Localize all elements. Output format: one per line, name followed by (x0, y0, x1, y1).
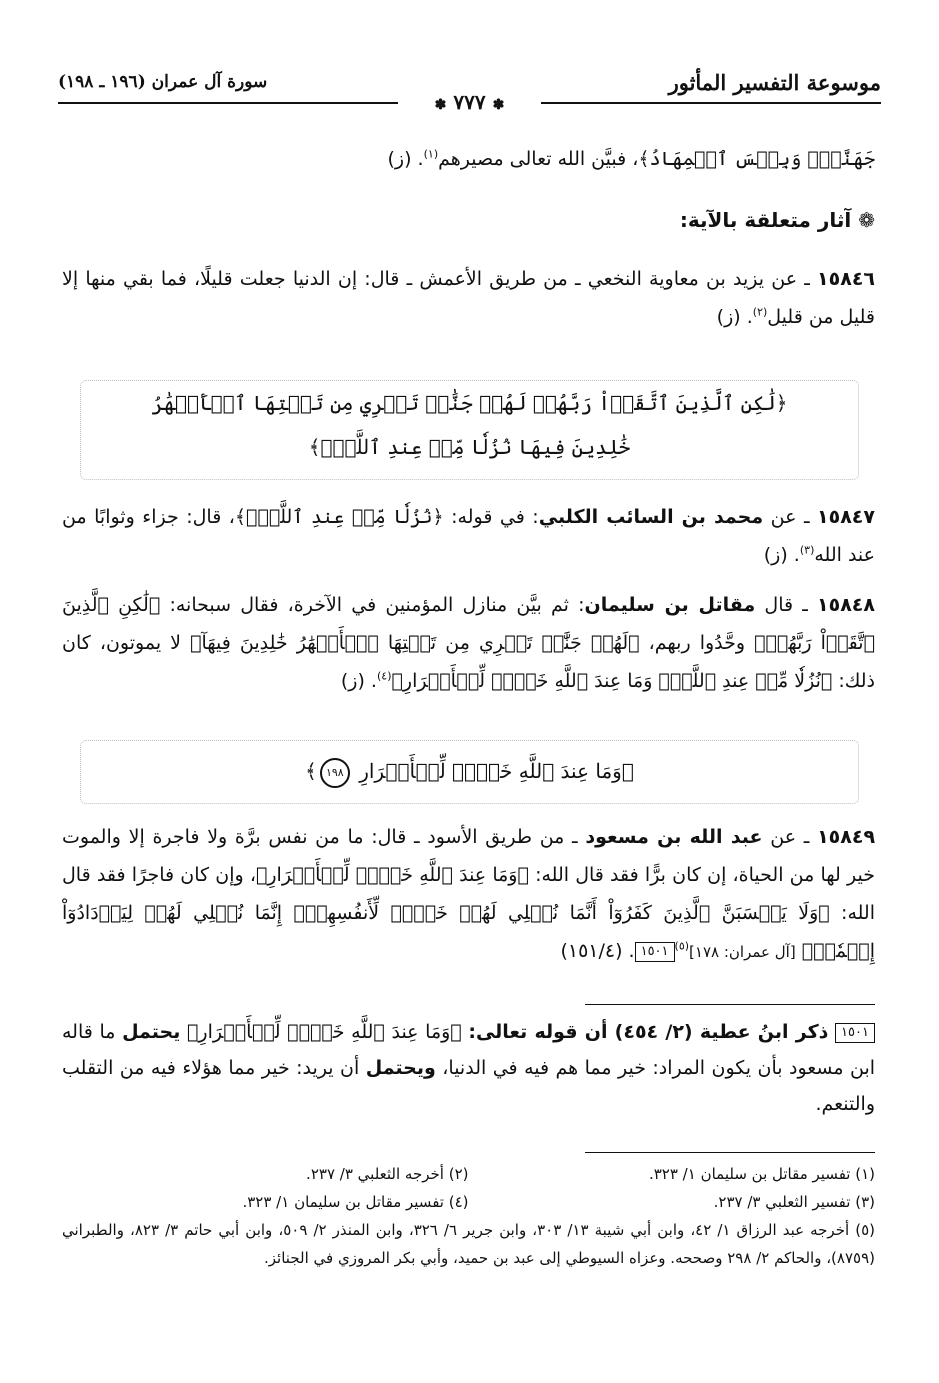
verse-line: ﴿وَمَا عِندَ ٱللَّهِ خَيۡرٞ لِّلۡأَبۡرَارِ (359, 759, 634, 783)
verse-reference: [آل عمران: ١٧٨] (689, 943, 796, 961)
page-number-block (58, 90, 881, 114)
athar-number: ١٥٨٤٨ (817, 594, 875, 616)
quran-text: ﴿نُزُلٗا مِّنۡ عِندِ ٱللَّهِۗ﴾ (234, 506, 444, 528)
verse-close: ﴾ (305, 759, 317, 783)
footnote-3: (٣) تفسير الثعلبي ٣/ ٢٣٧. (713, 1193, 875, 1211)
verse-line: خَٰلِدِينَ فِيهَا نُزُلٗا مِّنۡ عِندِ ٱللَّهِۗ﴾ (308, 435, 631, 459)
footnote-ref[interactable]: (١) (423, 147, 439, 161)
book-title: موسوعة التفسير المأثور (668, 70, 881, 95)
athar-number: ١٥٨٤٩ (817, 826, 876, 848)
footnote-5: (٥) أخرجه عبد الرزاق ١/ ٤٢، وابن أبي شيبة ١٣/ ٣٠٣، وابن جرير ٦/ ٣٢٦، وابن المنذر ٢/ ٥٠٩، وابن أبي حاتم ٣/ ٨٢٣، والطبراني (٨٧٥٩)، والحاكم ٢/ ٢٩٨ وصححه. وعزاه السيوطي إلى عبد بن حميد، وأبي بكر المروزي في الجنائز. (62, 1221, 875, 1267)
comment-separator (585, 1004, 875, 1005)
footnote-2: (٢) أخرجه الثعلبي ٣/ ٢٣٧. (306, 1165, 469, 1183)
ornament-icon: ✽ (434, 97, 447, 113)
comment-number-box: ١٥٠١ (835, 1023, 875, 1043)
ayah-number-marker: ١٩٨ (320, 758, 350, 788)
footnote-ref[interactable]: (٢) (752, 305, 768, 319)
athar-15847 (62, 498, 875, 574)
athar-15849 (62, 818, 875, 971)
footnote-ref[interactable]: (٥) (674, 939, 690, 953)
narrator-name: محمد بن السائب الكلبي (538, 506, 764, 528)
text: ـ عن يزيد بن معاوية النخعي ـ من طريق الأعمش ـ قال: إن الدنيا جعلت قليلًا، فما بقي منها إلا قليل من قليل (62, 268, 875, 328)
text: ـ عن (770, 826, 810, 848)
narrator-name: مقاتل بن سليمان (584, 594, 756, 616)
comment-1501 (62, 1014, 875, 1122)
text: ـ من طريق الأسود ـ قال: ما من نفس برَّة ولا فاجرة إلا والموت خير لها من الحياة، إن كان برًّا فقد قال الله: (62, 826, 875, 886)
text: . (ز) (340, 670, 377, 692)
footnote-ref[interactable]: (٣) (799, 543, 815, 557)
narrator-name: عبد الله بن مسعود (585, 826, 763, 848)
quran-text: ﴿نُزُلٗا مِّنۡ عِندِ ٱللَّهِۗ وَمَا عِندَ ٱللَّهِ خَيۡرٞ لِّلۡأَبۡرَارِ﴾ (391, 670, 833, 692)
text: ، قال: جزاء وثوابًا من عند الله (62, 506, 875, 566)
text: . (ز) (716, 306, 753, 328)
quran-text: ﴿لَهُمۡ جَنَّٰتٞ تَجۡرِي مِن تَحۡتِهَا ٱلۡأَنۡهَٰرُ خَٰلِدِينَ فِيهَآ﴾ (190, 632, 640, 654)
comment-ref-box[interactable]: ١٥٠١ (635, 942, 675, 962)
quran-text: ﴿وَمَا عِندَ ٱللَّهِ خَيۡرٞ لِّلۡأَبۡرَارِ﴾ (255, 864, 529, 886)
quran-text: ﴿وَلَا يَحۡسَبَنَّ ٱلَّذِينَ كَفَرُوٓاْ أَنَّمَا نُمۡلِي لَهُمۡ خَيۡرٞ لِّأَنفُسِهِمۡۚ إِنَّمَا نُمۡلِي لَهُمۡ لِيَزۡدَادُوٓاْ إِثۡمٗاۚ﴾ (62, 902, 875, 962)
text: ـ عن (770, 506, 810, 528)
section-heading: ❁ آثار متعلقة بالآية: (679, 208, 875, 232)
text: وحَّدُوا ربهم، (648, 632, 755, 654)
quran-text: ﴿لَٰكِنِ ٱلَّذِينَ ٱتَّقَوۡاْ رَبَّهُمۡ﴾ (62, 594, 875, 654)
keyword: ويحتمل (365, 1057, 436, 1079)
footnote-grid (62, 1160, 875, 1216)
text: . (ز) (763, 544, 800, 566)
text: لا يموتون، كان ذلك: (62, 632, 875, 692)
footnote-separator (585, 1152, 875, 1153)
verse-box-197 (80, 380, 859, 480)
athar-15848 (62, 586, 875, 700)
quran-text: ﴿وَمَا عِندَ ٱللَّهِ خَيۡرٞ لِّلۡأَبۡرَارِ﴾ (187, 1021, 462, 1043)
footnote-ref[interactable]: (٤) (376, 669, 392, 683)
surah-range: سورة آل عمران (١٩٦ ـ ١٩٨) (58, 72, 268, 92)
page-header (58, 64, 881, 122)
text: ما قاله ابن مسعود بأن يكون المراد: خير مما هم فيه في الدنيا، (62, 1021, 876, 1079)
text: ـ قال (764, 594, 808, 616)
text: ذكر ابنُ عطية (٢/ ٤٥٤) أن قوله تعالى: (468, 1021, 829, 1043)
quran-text: جَهَنَّمُۚ وَبِئۡسَ ٱلۡمِهَادُ﴾ (638, 148, 875, 170)
keyword: يحتمل (122, 1021, 181, 1043)
text: ، فبيَّن الله تعالى مصيرهم (438, 148, 639, 170)
athar-number: ١٥٨٤٧ (817, 506, 875, 528)
athar-15846 (62, 260, 875, 336)
footnote-4: (٤) تفسير مقاتل بن سليمان ١/ ٣٢٣. (242, 1193, 469, 1211)
footnote-1: (١) تفسير مقاتل بن سليمان ١/ ٣٢٣. (648, 1165, 875, 1183)
athar-number: ١٥٨٤٦ (817, 268, 876, 290)
text: . (ز) (387, 148, 424, 170)
text: ، وإن كان فاجرًا فقد قال الله: (62, 864, 875, 924)
text: أن يريد: خير مما هؤلاء فيه من التقلب والتنعم. (62, 1057, 875, 1115)
intro-paragraph (62, 140, 875, 178)
text: : في قوله: (451, 506, 539, 528)
verse-box-198 (80, 740, 859, 804)
footnotes (62, 1160, 875, 1272)
page-number: ٧٧٧ (453, 90, 486, 114)
ornament-icon: ✽ (492, 97, 505, 113)
text: : ثم بيَّن منازل المؤمنين في الآخرة، فقال سبحانه: (169, 594, 585, 616)
text: . (١٥١/٤) (560, 940, 635, 962)
verse-line: ﴿لَٰكِنِ ٱلَّذِينَ ٱتَّقَوۡاْ رَبَّهُمۡ لَهُمۡ جَنَّٰتٞ تَجۡرِي مِن تَحۡتِهَا ٱلۡأَنۡهَٰرُ (151, 391, 788, 415)
